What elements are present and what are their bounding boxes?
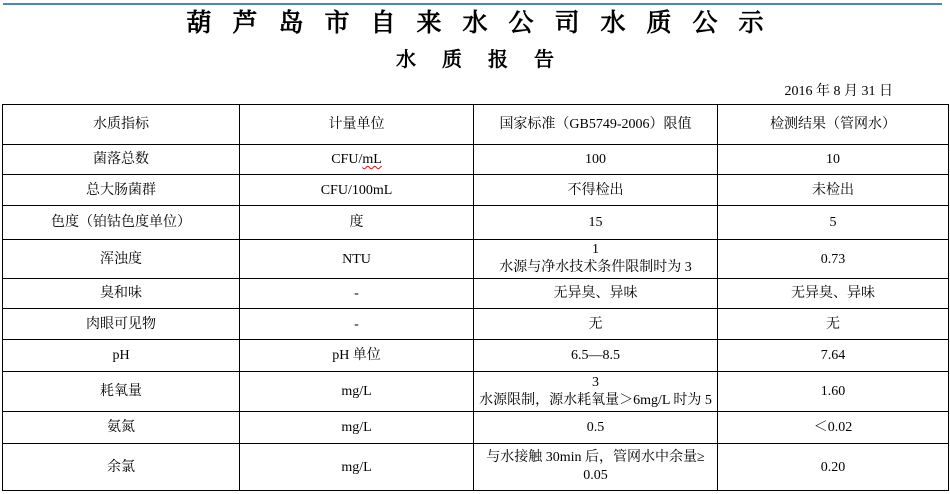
cell-unit: - [240,279,474,309]
water-quality-table [2,104,949,491]
cell-result: 10 [718,145,949,175]
cell-result: ＜0.02 [718,412,949,444]
cell-indicator: pH [3,340,240,372]
cell-unit: mg/L [240,412,474,444]
table-header-row [3,105,949,145]
table-row [3,340,949,372]
limit-line-1: 1 [592,242,599,257]
limit-line-1: 3 [592,374,599,390]
cell-result: 无异臭、异味 [718,279,949,309]
top-accent-line [3,3,942,5]
cell-limit: 无 [474,309,718,340]
table-row [3,145,949,175]
cell-result: 5 [718,206,949,240]
cell-indicator: 浑浊度 [3,240,240,279]
table-row [3,206,949,240]
cell-indicator: 氨氮 [3,412,240,444]
column-header-limit: 国家标准（GB5749-2006）限值 [474,105,718,145]
cell-indicator: 耗氧量 [3,372,240,412]
cell-limit: 不得检出 [474,175,718,206]
table-row [3,372,949,412]
cell-result: 1.60 [718,372,949,412]
table-row [3,309,949,340]
table-row [3,412,949,444]
table-row [3,444,949,491]
table-row [3,240,949,279]
cell-result: 0.73 [718,240,949,279]
cell-limit: 15 [474,206,718,240]
cell-indicator: 肉眼可见物 [3,309,240,340]
cell-unit: 度 [240,206,474,240]
cell-unit: - [240,309,474,340]
cell-limit: 100 [474,145,718,175]
page-title: 葫芦岛市自来水公司水质公示 [186,10,785,37]
column-header-indicator: 水质指标 [3,105,240,145]
report-date: 2016 年 8 月 31 日 [784,84,893,99]
limit-line-2: 0.05 [583,468,608,483]
table-row [3,279,949,309]
cell-unit: NTU [240,240,474,279]
limit-line-2: 水源与净水技术条件限制时为 3 [499,260,692,275]
cell-unit: CFU/100mL [240,175,474,206]
column-header-result: 检测结果（管网水） [718,105,949,145]
cell-limit [474,240,718,279]
unit-text: CFU/ [331,152,363,167]
column-header-unit: 计量单位 [240,105,474,145]
cell-result: 0.20 [718,444,949,491]
cell-result: 无 [718,309,949,340]
cell-unit: mg/L [240,444,474,491]
cell-unit: pH 单位 [240,340,474,372]
cell-indicator: 余氯 [3,444,240,491]
cell-limit: 6.5—8.5 [474,340,718,372]
cell-unit [240,145,474,175]
cell-indicator: 色度（铂钴色度单位） [3,206,240,240]
limit-line-1: 与水接触 30min 后，管网水中余量≥ [486,450,705,465]
cell-result: 7.64 [718,340,949,372]
limit-line-2: 水源限制，源水耗氧量＞6mg/L 时为 5 [479,392,712,408]
cell-limit [474,372,718,412]
cell-limit [474,444,718,491]
page-subtitle: 水质报告 [396,49,580,71]
cell-indicator: 总大肠菌群 [3,175,240,206]
cell-result: 未检出 [718,175,949,206]
spellcheck-underlined-text: mL [362,152,382,167]
cell-unit: mg/L [240,372,474,412]
table-row [3,175,949,206]
cell-indicator: 臭和味 [3,279,240,309]
cell-limit: 0.5 [474,412,718,444]
cell-limit: 无异臭、异味 [474,279,718,309]
cell-indicator: 菌落总数 [3,145,240,175]
